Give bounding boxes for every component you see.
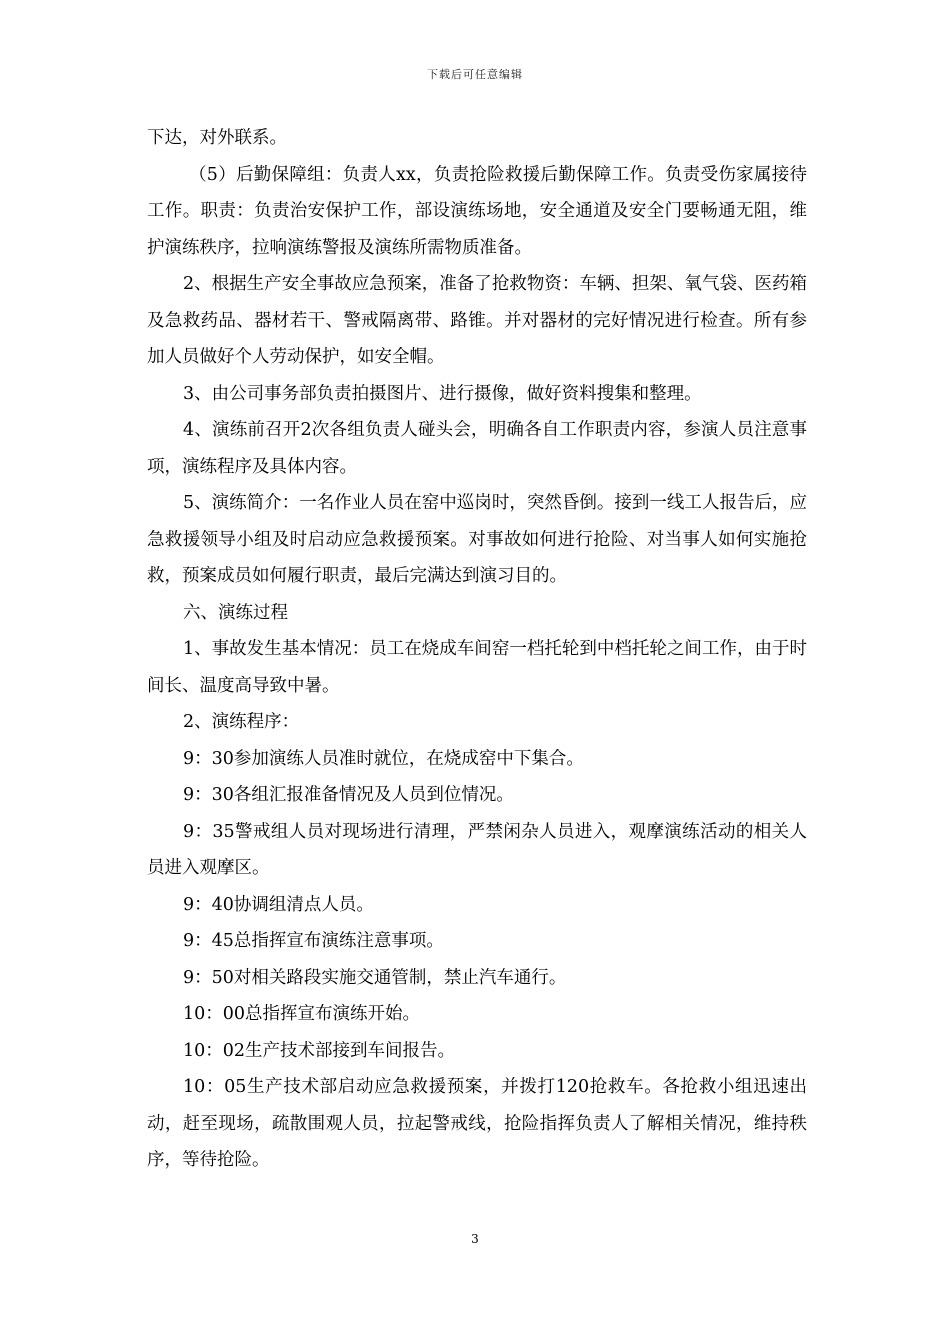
- schedule-item: 9：30各组汇报准备情况及人员到位情况。: [183, 785, 514, 805]
- section-heading: 六、演练过程: [183, 602, 288, 623]
- paragraph-5: 4、演练前召开2次各组负责人碰头会，明确各自工作职责内容，参演人员注意事项，演练程序及具体内容。: [147, 420, 807, 477]
- schedule-item: 10：00总指挥宣布演练开始。: [183, 1004, 421, 1024]
- document-body: [147, 120, 807, 1179]
- schedule-item: 9：40协调组清点人员。: [183, 894, 374, 915]
- paragraph-6: 5、演练简介：一名作业人员在窑中巡岗时，突然昏倒。接到一线工人报告后，应急救援领导小组及时启动应急救援预案。对事故如何进行抢险、对当事人如何实施抢救，预案成员如何履行职责，最后完满达到演习目的。: [147, 493, 807, 586]
- schedule-item: 9：35警戒组人员对现场进行清理，严禁闲杂人员进入，观摩演练活动的相关人员进入观摩区。: [147, 821, 807, 878]
- schedule-item: 9：30参加演练人员准时就位，在烧成窑中下集合。: [183, 748, 584, 769]
- page-number: 3: [471, 1232, 479, 1246]
- page-header: 下载后可任意编辑: [427, 68, 523, 81]
- schedule-item: 9：50对相关路段实施交通管制，禁止汽车通行。: [183, 967, 567, 988]
- paragraph-8: 1、事故发生基本情况：员工在烧成车间窑一档托轮到中档托轮之间工作，由于时间长、温度高导致中暑。: [147, 639, 807, 696]
- paragraph-2: （5）后勤保障组：负责人xx，负责抢险救援后勤保障工作。负责受伤家属接待工作。职责：负责治安保护工作，部设演练场地，安全通道及安全门要畅通无阻，维护演练秩序，拉响演练警报及演练所需物质准备。: [147, 164, 807, 258]
- paragraph-3: 2、根据生产安全事故应急预案，准备了抢救物资：车辆、担架、氧气袋、医药箱及急救药品、器材若干、警戒隔离带、路锥。并对器材的完好情况进行检查。所有参加人员做好个人劳动保护，如安全帽。: [147, 274, 807, 367]
- paragraph-9: 2、演练程序：: [183, 712, 300, 732]
- paragraph-1: 下达，对外联系。: [147, 128, 287, 148]
- schedule-item: 10：05生产技术部启动应急救援预案，并拨打120抢救车。各抢救小组迅速出动，赶至现场，疏散围观人员，拉起警戒线，抢险指挥负责人了解相关情况，维持秩序，等待抢险。: [147, 1077, 807, 1170]
- paragraph-4: 3、由公司事务部负责拍摄图片、进行摄像，做好资料搜集和整理。: [183, 383, 702, 404]
- schedule-item: 9：45总指挥宣布演练注意事项。: [183, 931, 444, 951]
- schedule-item: 10：02生产技术部接到车间报告。: [183, 1040, 456, 1061]
